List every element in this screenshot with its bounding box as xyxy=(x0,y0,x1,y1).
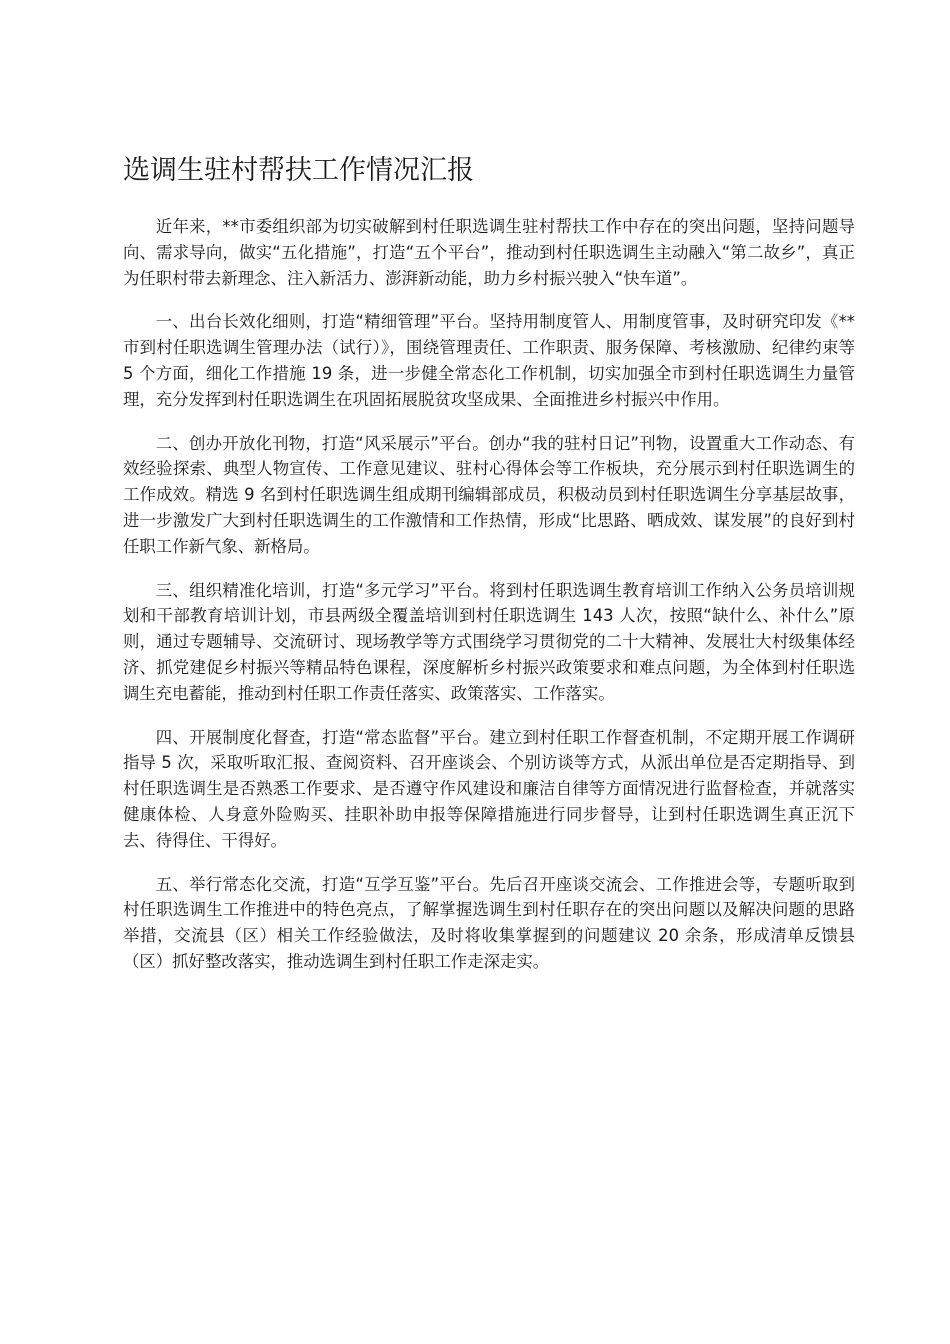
paragraph-text: 近年来，**市委组织部为切实破解到村任职选调生驻村帮扶工作中存在的突出问题，坚持问题导向、需求导向，做实“五化措施”，打造“五个平台”，推动到村任职选调生主动融入“第二故乡”，真正为任职村带去新理念、注入新活力、澎湃新动能，助力乡村振兴驶入“快车道”。 xyxy=(123,217,855,288)
paragraph-section-5 xyxy=(123,872,855,975)
paragraph-text: 先后召开座谈交流会、工作推进会等，专题听取到村任职选调生工作推进中的特色亮点，了解掌握选调生到村任职存在的突出问题以及解决问题的思路举措，交流县（区）相关工作经验做法，及时将收集掌握到的问题建议 20 余条，形成清单反馈县（区）抓好整改落实，推动选调生到村任职工作走深走实。 xyxy=(123,874,856,971)
paragraph-text: 坚持用制度管人、用制度管事，及时研究印发《**市到村任职选调生管理办法（试行）》，围绕管理责任、工作职责、服务保障、考核激励、纪律约束等 5 个方面，细化工作措施 19 条，进一步健全常态化工作机制，切实加强全市到村任职选调生力量管理，充分发挥到村任职选调生在巩固拓展脱贫攻坚成果、全面推进乡村振兴中作用。 xyxy=(123,312,856,409)
paragraph-text: 建立到村任职工作督查机制，不定期开展工作调研指导 5 次，采取听取汇报、查阅资料、召开座谈会、个别访谈等方式，从派出单位是否定期指导、到村任职选调生是否熟悉工作要求、是否遵守作风建设和廉洁自律等方面情况进行监督检查，并就落实健康体检、人身意外险购买、挂职补助申报等保障措施进行同步督导，让到村任职选调生真正沉下去、待得住、干得好。 xyxy=(123,727,856,850)
paragraph-section-4 xyxy=(123,725,855,854)
paragraph-section-2 xyxy=(123,431,855,560)
section-heading: 五、举行常态化交流，打造“互学互鉴”平台。 xyxy=(155,874,490,894)
document-page xyxy=(123,150,855,993)
paragraph-text: 将到村任职选调生教育培训工作纳入公务员培训规划和干部教育培训计划，市县两级全覆盖培训到村任职选调生 143 人次，按照“缺什么、补什么”原则，通过专题辅导、交流研讨、现场教学等方式围绕学习贯彻党的二十大精神、发展壮大村级集体经济、抓党建促乡村振兴等精品特色课程，深度解析乡村振兴政策要求和难点问题，为全体到村任职选调生充电蓄能，推动到村任职工作责任落实、政策落实、工作落实。 xyxy=(123,580,856,703)
section-heading: 三、组织精准化培训，打造“多元学习”平台。 xyxy=(155,580,490,600)
section-heading: 四、开展制度化督查，打造“常态监督”平台。 xyxy=(155,727,490,747)
paragraph-text: 创办“我的驻村日记”刊物，设置重大工作动态、有效经验探索、典型人物宣传、工作意见建议、驻村心得体会等工作板块，充分展示到村任职选调生的工作成效。精选 9 名到村任职选调生组成期刊编辑部成员，积极动员到村任职选调生分享基层故事，进一步激发广大到村任职选调生的工作激情和工作热情，形成“比思路、晒成效、谋发展”的良好到村任职工作新气象、新格局。 xyxy=(123,433,856,556)
section-heading: 一、出台长效化细则，打造“精细管理”平台。 xyxy=(155,312,490,332)
paragraph-intro xyxy=(123,214,855,291)
paragraph-section-1 xyxy=(123,309,855,412)
paragraph-section-3 xyxy=(123,578,855,707)
section-heading: 二、创办开放化刊物，打造“风采展示”平台。 xyxy=(155,433,489,453)
document-title: 选调生驻村帮扶工作情况汇报 xyxy=(123,155,474,186)
